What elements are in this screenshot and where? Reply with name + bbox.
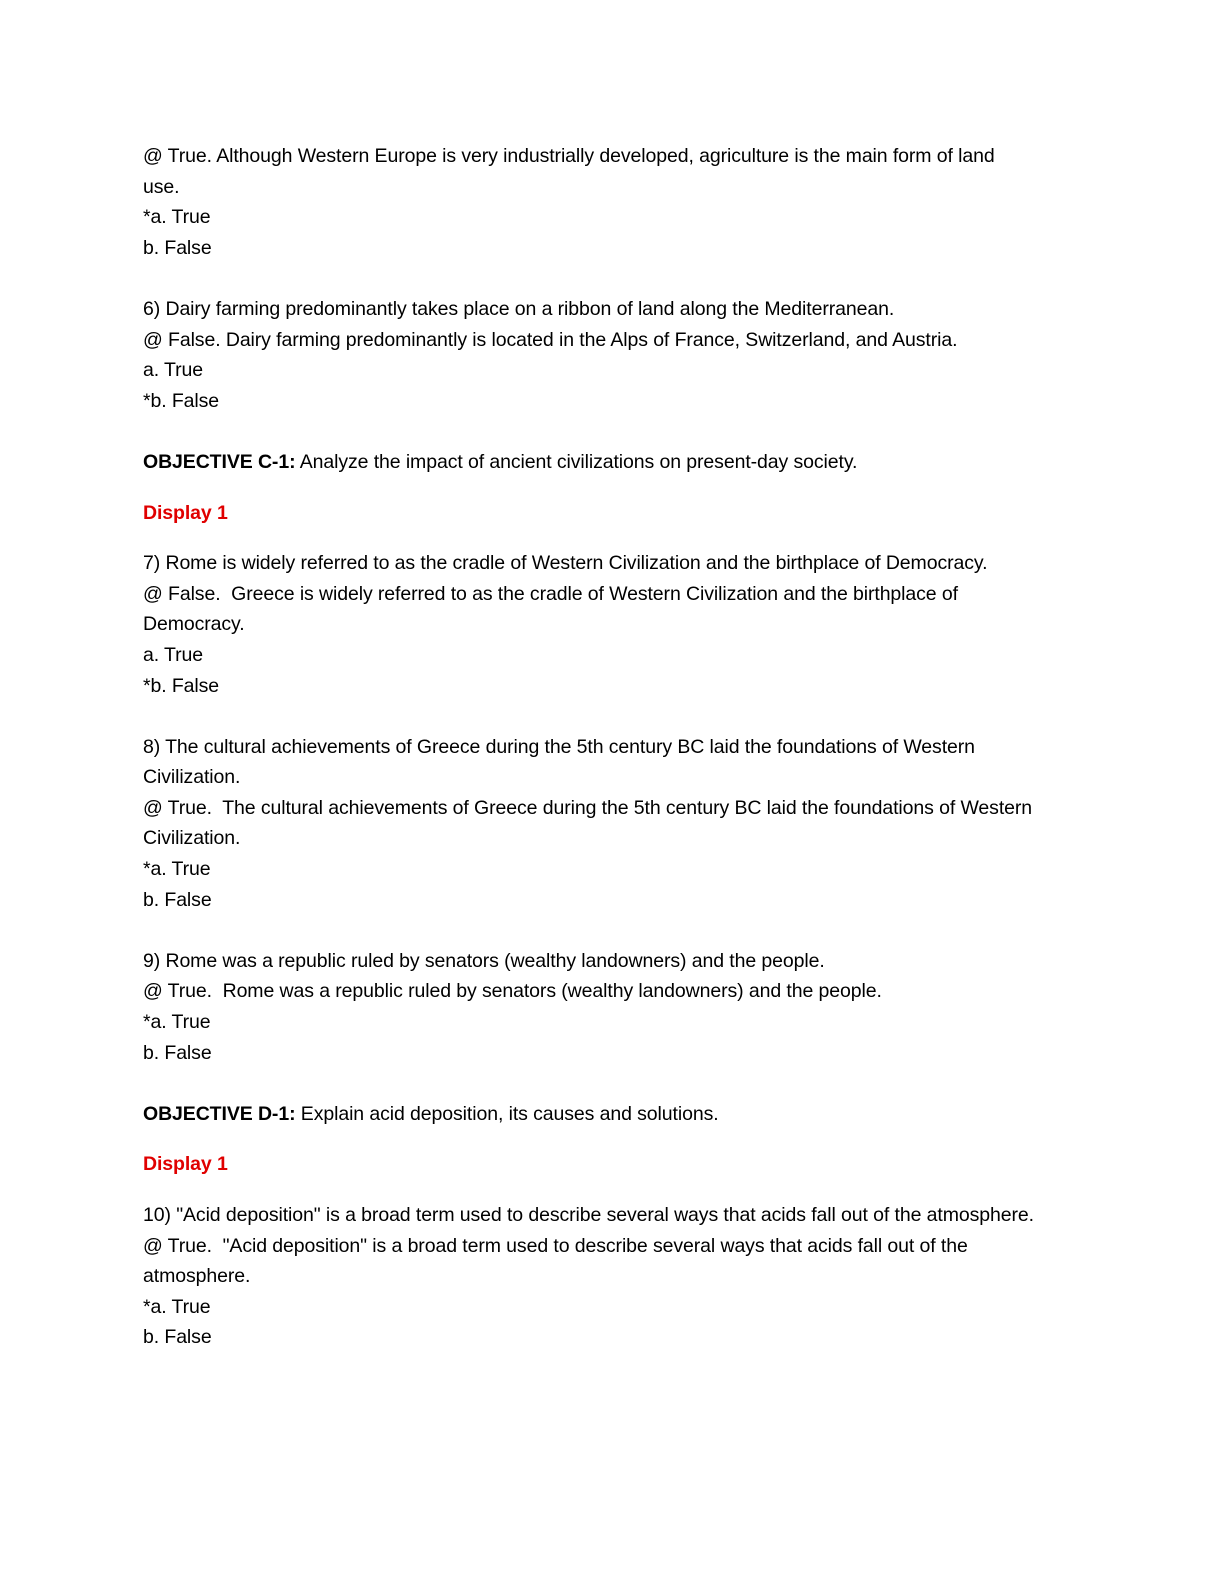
answer-explanation: @ False. Dairy farming predominantly is located in the Alps of France, Switzerland, and Austria.: [143, 328, 958, 351]
answer-explanation-cont: Democracy.: [143, 613, 245, 636]
option-b: *b. False: [143, 674, 220, 697]
answer-explanation: @ True. "Acid deposition" is a broad term used to describe several ways that acids fall out of the: [143, 1234, 968, 1257]
objective-label: OBJECTIVE C-1:: [143, 450, 296, 473]
option-a: a. True: [143, 359, 203, 382]
question-text: 8) The cultural achievements of Greece during the 5th century BC laid the foundations of Western: [143, 735, 975, 758]
answer-explanation: @ False. Greece is widely referred to as the cradle of Western Civilization and the birthplace of: [143, 582, 958, 605]
question-block-8: [143, 732, 1083, 916]
question-text: 10) "Acid deposition" is a broad term used to describe several ways that acids fall out of the atmosphere.: [143, 1204, 1034, 1226]
question-block-6: [143, 294, 1083, 416]
question-block-7: [143, 548, 1083, 701]
option-a: *a. True: [143, 1295, 211, 1318]
objective-text: Explain acid deposition, its causes and solutions.: [295, 1102, 719, 1125]
objective-label: OBJECTIVE D-1:: [143, 1102, 296, 1125]
option-a: *a. True: [143, 206, 211, 229]
question-text-cont: Civilization.: [143, 766, 241, 789]
question-block-9: [143, 946, 1083, 1068]
answer-explanation-cont: use.: [143, 175, 180, 198]
option-b: *b. False: [143, 389, 220, 412]
option-b: b. False: [143, 1041, 212, 1064]
objective-d1: [143, 1099, 1083, 1130]
answer-explanation-cont: atmosphere.: [143, 1265, 251, 1288]
display-heading: Display 1: [143, 501, 228, 524]
question-block-10: [143, 1200, 1083, 1353]
option-a: a. True: [143, 643, 203, 666]
document-page: [143, 141, 1083, 1353]
objective-c1: [143, 447, 1083, 478]
question-block-5-answer: [143, 141, 1083, 263]
option-a: *a. True: [143, 858, 211, 881]
question-text: 9) Rome was a republic ruled by senators (wealthy landowners) and the people.: [143, 949, 825, 972]
answer-explanation: @ True. Although Western Europe is very industrially developed, agriculture is the main form of land: [143, 145, 995, 167]
display-heading: Display 1: [143, 1153, 228, 1176]
option-b: b. False: [143, 236, 212, 259]
answer-explanation: @ True. The cultural achievements of Greece during the 5th century BC laid the foundations of Western: [143, 796, 1033, 819]
objective-text: Analyze the impact of ancient civilizations on present-day society.: [295, 450, 858, 473]
answer-explanation: @ True. Rome was a republic ruled by senators (wealthy landowners) and the people.: [143, 980, 882, 1003]
answer-explanation-cont: Civilization.: [143, 827, 241, 850]
question-text: 7) Rome is widely referred to as the cradle of Western Civilization and the birthplace of Democracy.: [143, 552, 988, 575]
question-text: 6) Dairy farming predominantly takes place on a ribbon of land along the Mediterranean.: [143, 297, 895, 320]
option-b: b. False: [143, 888, 212, 911]
option-a: *a. True: [143, 1011, 211, 1034]
option-b: b. False: [143, 1326, 212, 1349]
